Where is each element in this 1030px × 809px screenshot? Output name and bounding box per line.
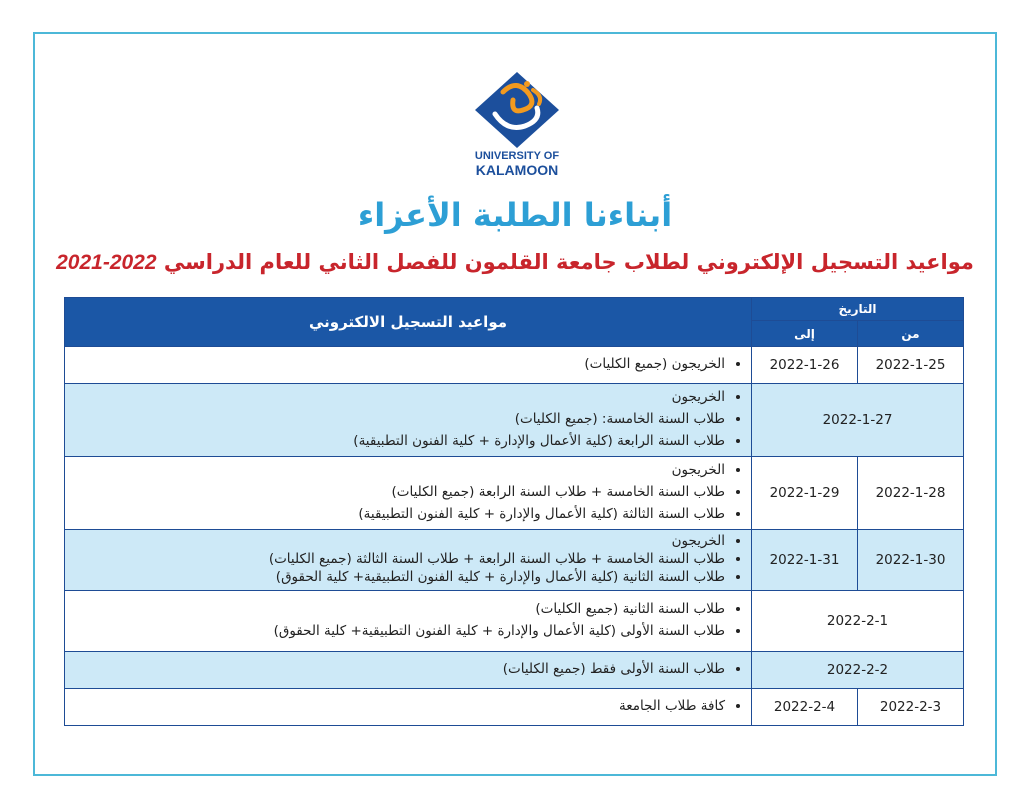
single-date: 2022-2-2 — [752, 652, 964, 689]
list-item: • طلاب السنة الخامسة + طلاب السنة الرابعة (جميع الكليات) — [73, 481, 725, 503]
university-logo — [463, 70, 571, 176]
table-row — [65, 591, 964, 652]
from-date: 2022-1-30 — [858, 530, 964, 591]
logo-emblem-icon — [463, 70, 571, 150]
list-item: • الخريجون — [73, 386, 725, 408]
row-description — [65, 347, 752, 384]
list-item: • طلاب السنة الأولى (كلية الأعمال والإدارة + كلية الفنون التطبيقية+ كلية الحقوق) — [73, 620, 725, 642]
table-header-row — [65, 298, 964, 321]
header-date: التاريخ — [752, 298, 964, 321]
single-date: 2022-1-27 — [752, 384, 964, 457]
row-description — [65, 530, 752, 591]
single-date: 2022-2-1 — [752, 591, 964, 652]
list-item: • طلاب السنة الثانية (كلية الأعمال والإدارة + كلية الفنون التطبيقية+ كلية الحقوق) — [73, 568, 725, 586]
from-date: 2022-2-3 — [858, 689, 964, 726]
list-item: • طلاب السنة الثانية (جميع الكليات) — [73, 598, 725, 620]
header-to: إلى — [752, 321, 858, 347]
to-date: 2022-1-26 — [752, 347, 858, 384]
list-item: • كافة طلاب الجامعة — [73, 695, 725, 717]
academic-year: 2022-2021 — [56, 251, 157, 274]
subtitle-text: مواعيد التسجيل الإلكتروني لطلاب جامعة القلمون للفصل الثاني للعام الدراسي — [163, 250, 974, 274]
to-date: 2022-1-29 — [752, 457, 858, 530]
header-from: من — [858, 321, 964, 347]
row-description — [65, 591, 752, 652]
row-description — [65, 457, 752, 530]
subtitle-heading — [0, 250, 1030, 275]
table-row — [65, 689, 964, 726]
list-item: • طلاب السنة الخامسة: (جميع الكليات) — [73, 408, 725, 430]
header-description: مواعيد التسجيل الالكتروني — [65, 298, 752, 347]
to-date: 2022-2-4 — [752, 689, 858, 726]
row-description — [65, 384, 752, 457]
list-item: • طلاب السنة الأولى فقط (جميع الكليات) — [73, 658, 725, 680]
logo-text-university: UNIVERSITY OF — [474, 150, 560, 162]
table-row — [65, 530, 964, 591]
list-item: • طلاب السنة الخامسة + طلاب السنة الرابعة + طلاب السنة الثالثة (جميع الكليات) — [73, 550, 725, 568]
row-description — [65, 652, 752, 689]
greeting-heading: أبناءنا الطلبة الأعزاء — [357, 196, 673, 234]
from-date: 2022-1-25 — [858, 347, 964, 384]
registration-schedule-table — [64, 297, 964, 726]
table-row — [65, 457, 964, 530]
row-description — [65, 689, 752, 726]
list-item: • طلاب السنة الثالثة (كلية الأعمال والإدارة + كلية الفنون التطبيقية) — [73, 503, 725, 525]
to-date: 2022-1-31 — [752, 530, 858, 591]
from-date: 2022-1-28 — [858, 457, 964, 530]
table-row — [65, 652, 964, 689]
list-item: • الخريجون — [73, 532, 725, 550]
table-row — [65, 384, 964, 457]
list-item: • الخريجون (جميع الكليات) — [73, 353, 725, 375]
list-item: • طلاب السنة الرابعة (كلية الأعمال والإدارة + كلية الفنون التطبيقية) — [73, 430, 725, 452]
logo-text-kalamoon: KALAMOON — [475, 162, 559, 178]
list-item: • الخريجون — [73, 459, 725, 481]
table-row — [65, 347, 964, 384]
